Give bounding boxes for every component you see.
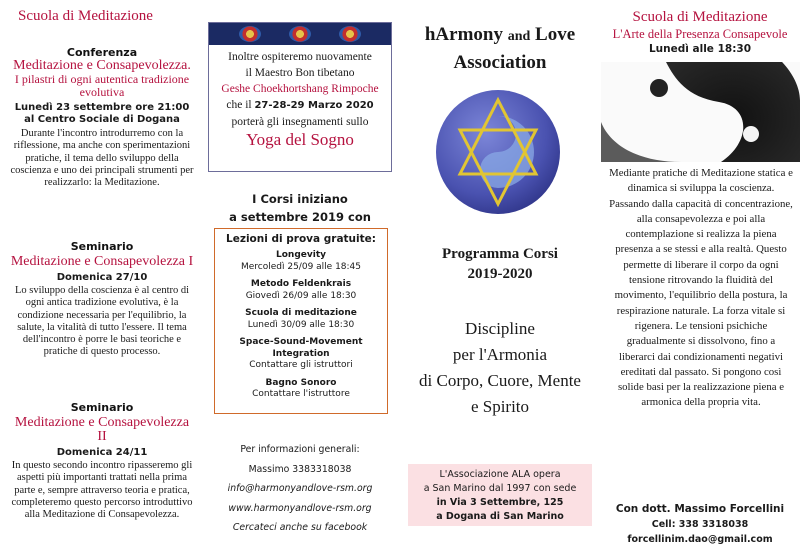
- conference-heading: Meditazione e Consapevolezza.: [13, 58, 191, 73]
- brush-dot-dark: [650, 79, 668, 97]
- conference-date: Lunedì 23 settembre ore 21:00: [14, 102, 190, 113]
- instructor-email[interactable]: forcellinim.dao@gmail.com: [627, 534, 773, 545]
- tagline-line: e Spirito: [470, 397, 530, 416]
- teacher-name: Geshe Choekhortshang Rimpoche: [221, 83, 379, 95]
- tibetan-banner-image: [209, 23, 391, 45]
- program-title-line: Programma Corsi: [442, 246, 558, 262]
- association-title-line: [400, 22, 600, 50]
- announcement-line: Inoltre ospiteremo nuovamente: [228, 51, 372, 63]
- courses-start-line: I Corsi iniziano: [252, 192, 348, 206]
- lesson-item: [217, 279, 385, 302]
- courses-start-heading: [200, 190, 400, 226]
- brush-yin-yang-image: [601, 62, 800, 162]
- association-title-line-2: Association: [453, 52, 547, 73]
- conference-block: [10, 46, 194, 189]
- lesson-name: Longevity: [276, 250, 326, 260]
- address-street: in Via 3 Settembre, 125: [436, 497, 564, 508]
- title-word-and: and: [507, 29, 531, 44]
- facebook-note: Cercateci anche su facebook: [232, 522, 368, 533]
- conference-label: Conferenza: [66, 46, 138, 59]
- conference-subheading-2: evolutiva: [79, 85, 125, 99]
- announcement-dates: [209, 97, 391, 114]
- seminar-1-label: Seminario: [70, 240, 134, 253]
- announcement-dates-value: 27-28-29 Marzo 2020: [254, 100, 374, 111]
- announcement-dates-prefix: che il: [226, 99, 255, 111]
- free-trial-title: Lezioni di prova gratuite:: [226, 233, 376, 245]
- school-title: Scuola di Meditazione: [18, 8, 153, 24]
- column-meditation-events: [0, 0, 200, 547]
- general-info: [200, 440, 400, 538]
- tagline-line: Discipline: [465, 319, 535, 338]
- seminar-1-block: [10, 240, 194, 359]
- seminar-1-description: Lo sviluppo della coscienza è al centro di ogni antica tradizione evolutiva, è la condizione necessaria per l'equilibrio, la salute, la vitalità di tutto l'essere. Il tema dell'incontro è porre le basi teoriche e pratiche di questo processo.: [14, 285, 190, 358]
- seminar-2-description: In questo secondo incontro ripasseremo gli aspetti più importanti trattati nella prima parte e, sempre attraverso teoria e pratica, completeremo questo percorso introduttivo alla Meditazione di Consapevolezza.: [11, 460, 193, 521]
- info-label: Per informazioni generali:: [240, 444, 360, 455]
- program-year: 2019-2020: [467, 266, 533, 282]
- instructor-phone: Cell: 338 3318038: [651, 519, 749, 530]
- seminar-2-heading: Meditazione e Consapevolezza II: [14, 415, 190, 444]
- address-line: L'Associazione ALA opera: [439, 469, 561, 480]
- lesson-detail: Contattare gli istruttori: [249, 360, 353, 370]
- info-email-link[interactable]: info@harmonyandlove-rsm.org: [227, 483, 373, 494]
- seminar-2-label: Seminario: [70, 401, 134, 414]
- yoga-del-sogno-title: Yoga del Sogno: [246, 130, 354, 149]
- conference-subheading: I pilastri di ogni autentica tradizione: [14, 72, 190, 86]
- tagline-line: per l'Armonia: [452, 345, 548, 364]
- seminar-1-date: Domenica 27/10: [56, 272, 148, 283]
- lesson-name: Scuola di meditazione: [245, 308, 357, 318]
- free-trial-lessons-box: [214, 228, 388, 414]
- tagline-line: di Corpo, Cuore, Mente: [419, 371, 581, 390]
- teacher-announcement-text: [209, 49, 391, 148]
- school-title-right: Scuola di Meditazione: [632, 9, 768, 25]
- website-link[interactable]: www.harmonyandlove-rsm.org: [228, 502, 372, 514]
- seminar-1-heading: Meditazione e Consapevolezza I: [10, 254, 194, 269]
- tibetan-knot-icon: [289, 26, 311, 42]
- lesson-detail: Mercoledì 25/09 alle 18:45: [240, 261, 362, 272]
- announcement-line: porterà gli insegnamenti sullo: [231, 116, 369, 128]
- address-city: a Dogana di San Marino: [436, 511, 564, 522]
- lesson-item: [217, 378, 385, 401]
- column-cover: [400, 0, 600, 547]
- lesson-detail: Lunedì 30/09 alle 18:30: [247, 319, 355, 330]
- lesson-detail: Giovedì 26/09 alle 18:30: [245, 290, 357, 301]
- brush-dot-light: [743, 126, 759, 142]
- conference-description: Durante l'incontro introdurremo con la riflessione, ma anche con sperimentazioni pratiche, il tema dello sviluppo della coscienza e uno dei principali strumenti per realizzarlo: la Meditazione.: [10, 128, 194, 189]
- seminar-2-date: Domenica 24/11: [56, 447, 148, 458]
- instructor-contact: [604, 502, 796, 547]
- yin-yang-star-logo: [434, 88, 562, 216]
- title-word-harmony: hArmony: [424, 24, 508, 45]
- school-subtitle: L'Arte della Presenza Consapevole: [612, 27, 788, 41]
- teacher-announcement: [208, 22, 392, 172]
- lesson-detail: Contattare l'istruttore: [252, 389, 350, 399]
- instructor-name: Con dott. Massimo Forcellini: [615, 503, 785, 515]
- lesson-item: [217, 337, 385, 372]
- lesson-name: Metodo Feldenkrais: [250, 279, 352, 289]
- lesson-item: [217, 250, 385, 273]
- seminar-2-block: [10, 401, 194, 521]
- program-title: [400, 244, 600, 284]
- announcement-line: il Maestro Bon tibetano: [245, 67, 355, 79]
- courses-start-line: a settembre 2019 con: [229, 210, 371, 224]
- conference-venue: al Centro Sociale di Dogana: [24, 114, 180, 125]
- info-phone: Massimo 3383318038: [248, 463, 352, 475]
- school-description: Mediante pratiche di Meditazione statica e dinamica si sviluppa la coscienza. Passando dalla capacità di concentrazione, alla consapevolezza e poi alla contemplazione si realizza la piena presenza a se stessi e alla realtà. Questo permette di liberare il corpo da ogni tensione ritrovando la fluidità del movimento, l'equilibrio della postura, la respirazione naturale. La forza vitale si rigenera. Le tensioni psichiche gradualmente si dissolvono, fino a liberarci dai condizionamenti negativi ereditati dal passato. Si pongono così solide basi per la realizzazione piena e armonica della propria vita.: [609, 167, 793, 409]
- school-schedule: Lunedì alle 18:30: [648, 43, 752, 55]
- column-courses: [200, 0, 400, 547]
- title-word-love: Love: [530, 24, 576, 45]
- lesson-name: Space-Sound-Movement Integration: [239, 337, 363, 359]
- disciplines-tagline: [400, 316, 600, 420]
- association-title: [400, 22, 600, 76]
- association-address-box: [408, 464, 592, 526]
- tibetan-knot-icon: [339, 26, 361, 42]
- lesson-name: Bagno Sonoro: [265, 377, 337, 388]
- address-line: a San Marino dal 1997 con sede: [423, 483, 577, 494]
- lesson-item: [217, 308, 385, 331]
- tibetan-knot-icon: [239, 26, 261, 42]
